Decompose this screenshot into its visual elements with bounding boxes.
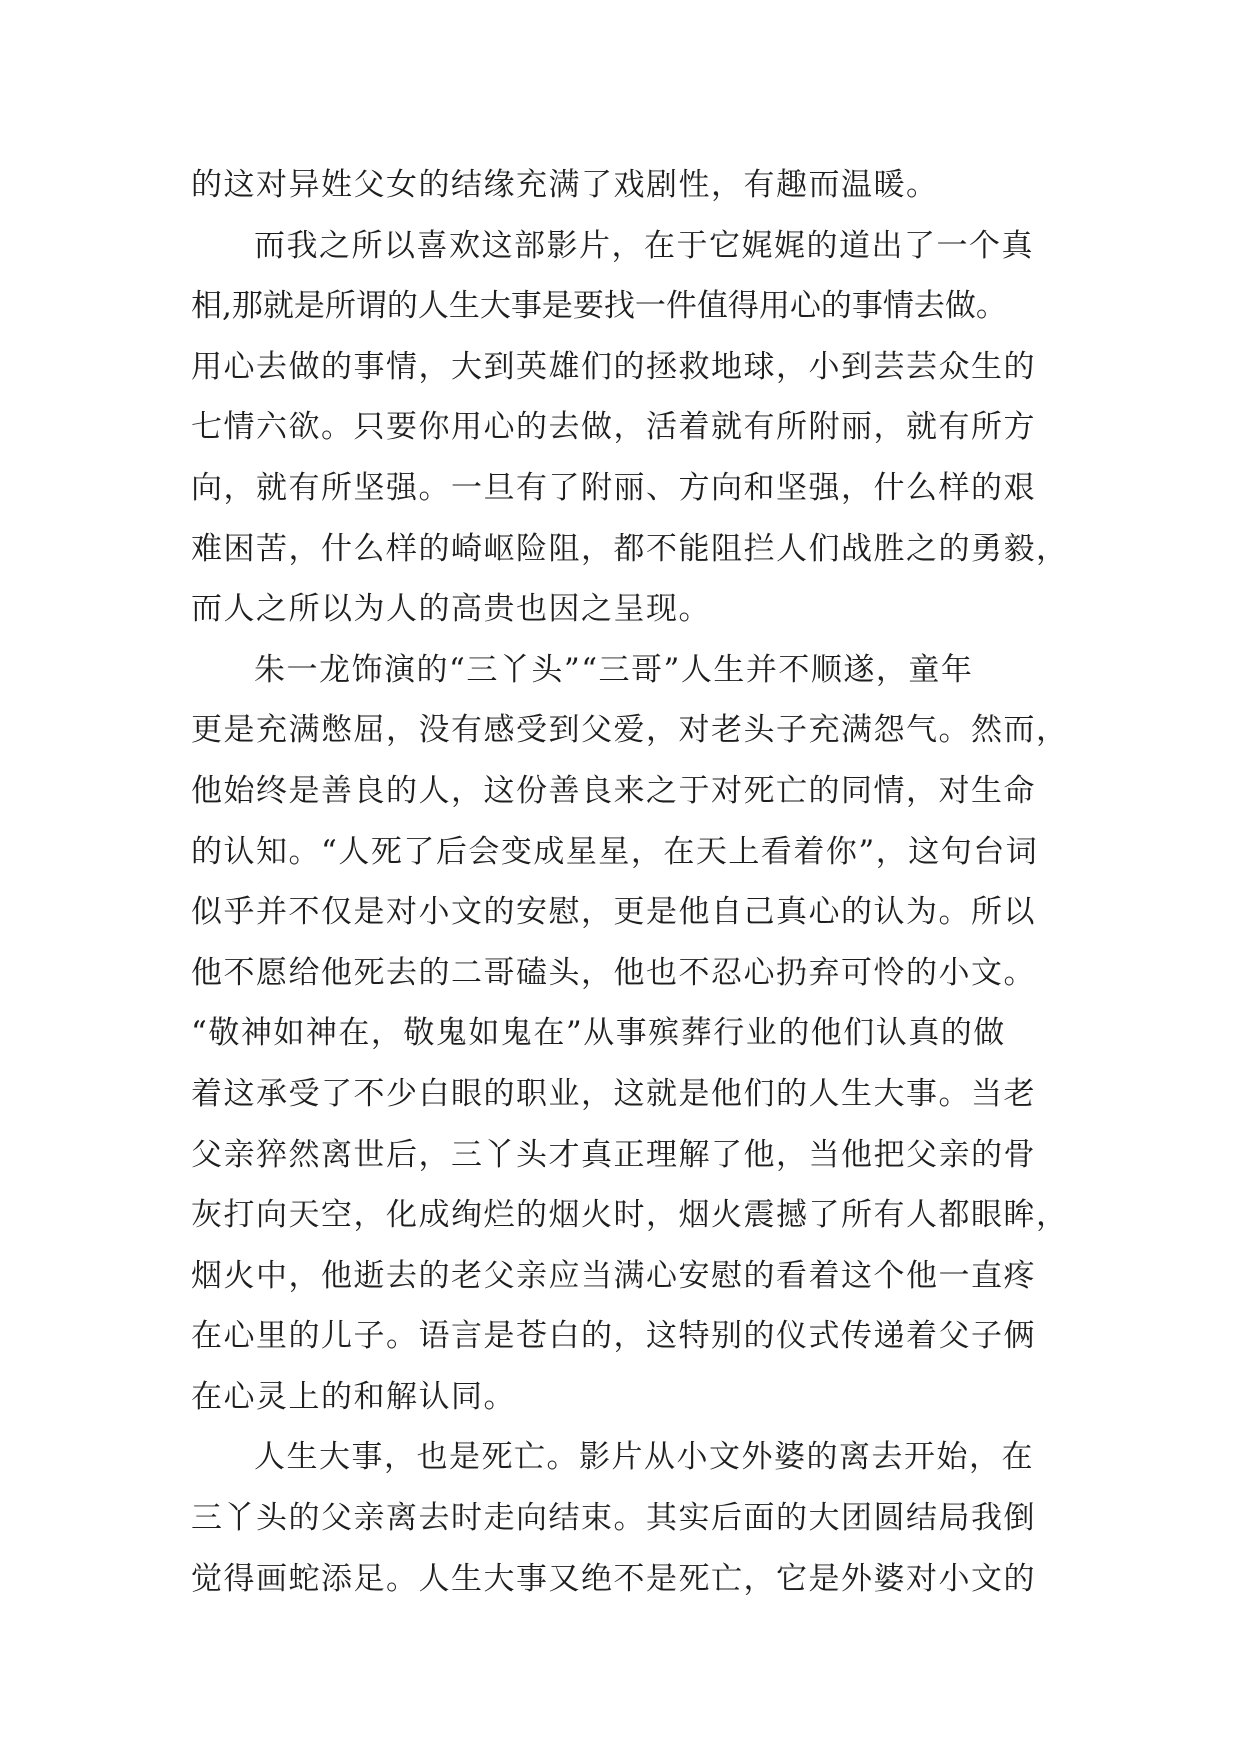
text-line: 似乎并不仅是对小文的安慰，更是他自己真心的认为。所以 xyxy=(191,894,1036,931)
text-line: 的这对异姓父女的结缘充满了戏剧性，有趣而温暖。 xyxy=(191,167,939,203)
text-line: “敬神如神在，敬鬼如鬼在”从事殡葬行业的他们认真的做 xyxy=(191,1015,1006,1052)
text-line: 更是充满憋屈，没有感受到父爱，对老头子充满怨气。然而， xyxy=(191,712,1069,749)
text-line: 父亲猝然离世后，三丫头才真正理解了他，当他把父亲的骨 xyxy=(191,1136,1036,1173)
text-line: 灰打向天空，化成绚烂的烟火时，烟火震撼了所有人都眼眸， xyxy=(191,1197,1069,1234)
text-line: 他始终是善良的人，这份善良来之于对死亡的同情，对生命 xyxy=(191,772,1036,809)
text-line: 他不愿给他死去的二哥磕头，他也不忍心扔弃可怜的小文。 xyxy=(191,954,1036,991)
text-line: 在心灵上的和解认同。 xyxy=(191,1378,516,1415)
text-line: 的认知。“人死了后会变成星星，在天上看着你”，这句台词 xyxy=(191,833,1039,870)
text-line: 而人之所以为人的高贵也因之呈现。 xyxy=(191,591,711,628)
text-line: 着这承受了不少白眼的职业，这就是他们的人生大事。当老 xyxy=(191,1075,1036,1112)
article-body xyxy=(191,155,1091,1609)
paragraph-start-line: 朱一龙饰演的“三丫头”“三哥”人生并不顺遂，童年 xyxy=(254,651,974,688)
text-line: 用心去做的事情，大到英雄们的拯救地球，小到芸芸众生的 xyxy=(191,348,1036,385)
text-line: 烟火中，他逝去的老父亲应当满心安慰的看着这个他一直疼 xyxy=(191,1257,1036,1294)
text-line: 相,那就是所谓的人生大事是要找一件值得用心的事情去做。 xyxy=(191,288,1007,325)
paragraph-start-line: 人生大事，也是死亡。影片从小文外婆的离去开始，在 xyxy=(254,1439,1034,1476)
paragraph-start-line: 而我之所以喜欢这部影片，在于它娓娓的道出了一个真 xyxy=(254,227,1034,264)
text-line: 觉得画蛇添足。人生大事又绝不是死亡，它是外婆对小文的 xyxy=(191,1560,1036,1597)
text-line: 难困苦，什么样的崎岖险阻，都不能阻拦人们战胜之的勇毅， xyxy=(191,530,1069,567)
text-line: 向，就有所坚强。一旦有了附丽、方向和坚强，什么样的艰 xyxy=(191,469,1036,506)
text-line: 在心里的儿子。语言是苍白的，这特别的仪式传递着父子俩 xyxy=(191,1318,1036,1355)
text-line: 三丫头的父亲离去时走向结束。其实后面的大团圆结局我倒 xyxy=(191,1500,1036,1537)
text-line: 七情六欲。只要你用心的去做，活着就有所附丽，就有所方 xyxy=(191,409,1036,446)
